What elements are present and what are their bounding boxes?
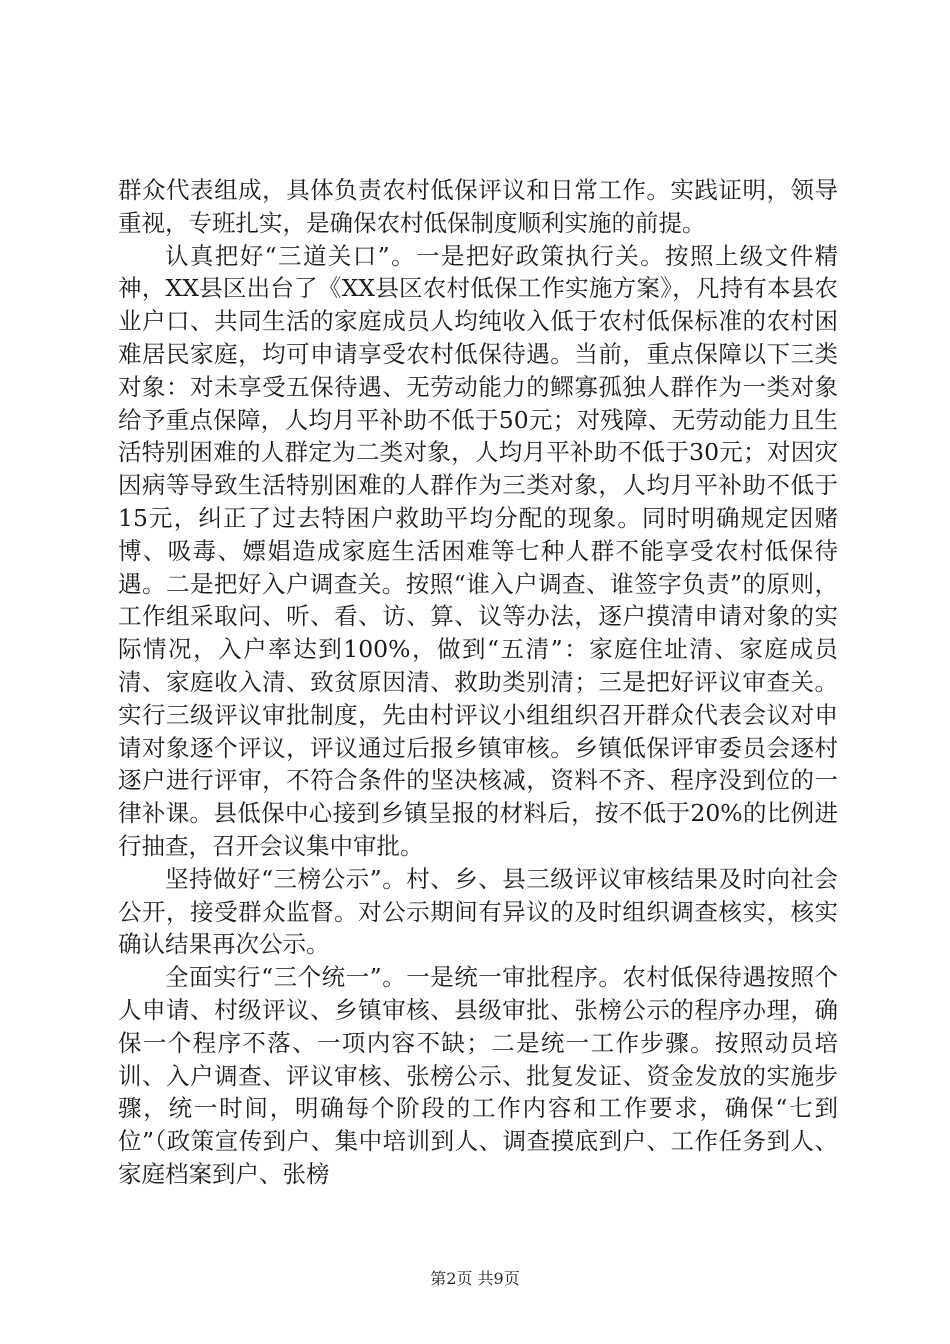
document-body [118,174,838,1191]
paragraph-three-unifications: 全面实行“三个统一”。一是统一审批程序。农村低保待遇按照个人申请、村级评议、乡镇审核、县级审批、张榜公示的程序办理，确保一个程序不落、一项内容不缺；二是统一工作步骤。按照动员培训、入户调查、评议审核、张榜公示、批复发证、资金发放的实施步骤，统一时间，明确每个阶段的工作内容和工作要求，确保“七到位”（政策宣传到户、集中培训到人、调查摸底到户、工作任务到人、家庭档案到户、张榜 [118,963,838,1188]
paragraph-three-postings: 坚持做好“三榜公示”。村、乡、县三级评议审核结果及时向社会公开，接受群众监督。对公示期间有异议的及时组织调查核实，核实确认结果再次公示。 [118,864,838,959]
paragraph-three-checkpoints: 认真把好“三道关口”。一是把好政策执行关。按照上级文件精神，XX县区出台了《XX县区农村低保工作实施方案》，凡持有本县农业户口、共同生活的家庭成员人均纯收入低于农村低保标准的农村困难居民家庭，均可申请享受农村低保待遇。当前，重点保障以下三类对象：对未享受五保待遇、无劳动能力的鳏寡孤独人群作为一类对象给予重点保障，人均月平补助不低于50元；对残障、无劳动能力且生活特别困难的人群定为二类对象，人均月平补助不低于30元；对因灾因病等导致生活特别困难的人群作为三类对象，人均月平补助不低于15元，纠正了过去特困户救助平均分配的现象。同时明确规定因赌博、吸毒、嫖娼造成家庭生活困难等七种人群不能享受农村低保待遇。二是把好入户调查关。按照“谁入户调查、谁签字负责”的原则，工作组采取问、听、看、访、算、议等办法，逐户摸清申请对象的实际情况，入户率达到100%，做到“五清”：家庭住址清、家庭成员清、家庭收入清、致贫原因清、救助类别清；三是把好评议审查关。实行三级评议审批制度，先由村评议小组组织召开群众代表会议对申请对象逐个评议，评议通过后报乡镇审核。乡镇低保评审委员会逐村逐户进行评审，不符合条件的坚决核减，资料不齐、程序没到位的一律补课。县低保中心接到乡镇呈报的材料后，按不低于20%的比例进行抽查，召开会议集中审批。 [118,241,838,860]
paragraph-continuation: 群众代表组成，具体负责农村低保评议和日常工作。实践证明，领导重视，专班扎实，是确保农村低保制度顺利实施的前提。 [118,176,838,237]
page-number-footer: 第2页 共9页 [430,1269,520,1288]
